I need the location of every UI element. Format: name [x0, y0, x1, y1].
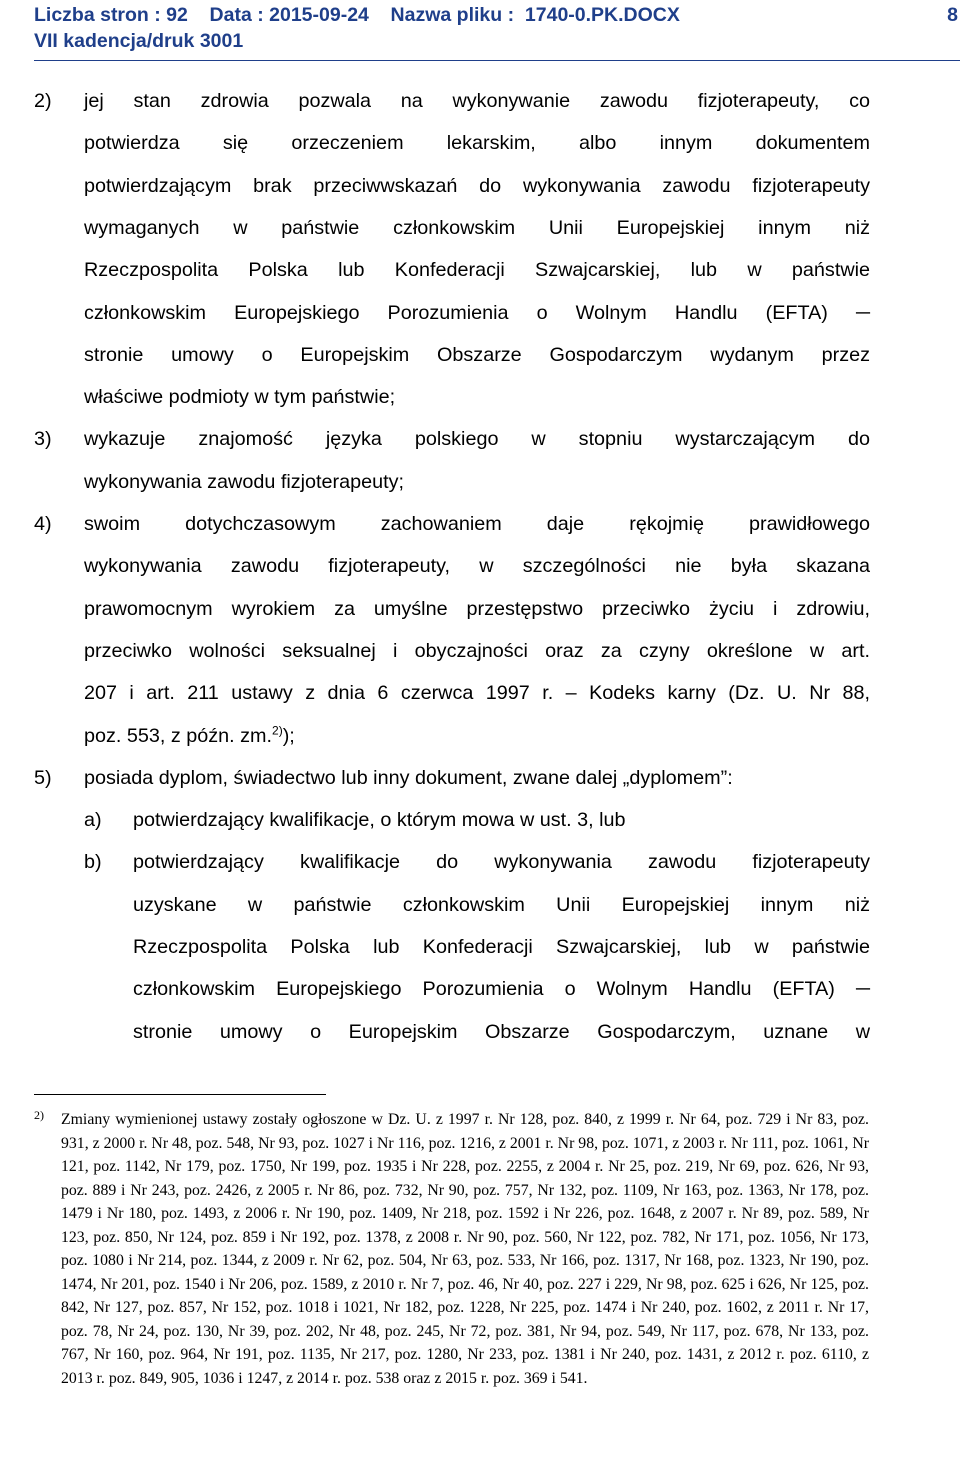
- body-line: [133, 1020, 870, 1044]
- body-line-text: Rzeczpospolita Polska lub Konfederacji Szwajcarskiej, lub w państwie: [133, 936, 870, 958]
- page-number: 8: [947, 4, 958, 26]
- body-line: [84, 427, 870, 451]
- list-number: b): [84, 851, 102, 874]
- body-line: [84, 681, 870, 705]
- body-line-text: potwierdzającym brak przeciwwskazań do wykonywania zawodu fizjoterapeuty: [84, 174, 870, 197]
- body-line-text: Rzeczpospolita Polska lub Konfederacji Szwajcarskiej, lub w państwie: [84, 259, 870, 282]
- body-line-text: właściwe podmioty w tym państwie;: [84, 386, 396, 409]
- body-line: [84, 343, 870, 367]
- body-line-text: wykonywania zawodu fizjoterapeuty;: [84, 470, 404, 493]
- body-line-text: stronie umowy o Europejskim Obszarze Gospodarczym, uznane w: [133, 1020, 870, 1043]
- body-line-text: wykonywania zawodu fizjoterapeuty, w szczególności nie była skazana: [84, 555, 870, 578]
- body-line-text: posiada dyplom, świadectwo lub inny dokument, zwane dalej „dyplomem”:: [84, 766, 733, 789]
- list-number: a): [84, 809, 102, 832]
- body-line: [84, 216, 870, 240]
- header-divider: [34, 60, 960, 61]
- body-line: [133, 977, 870, 1001]
- body-line: [84, 597, 870, 621]
- body-line-text: członkowskim Europejskiego Porozumienia o Wolnym Handlu (EFTA) ─: [133, 978, 870, 1001]
- body-line-text: wymaganych w państwie członkowskim Unii Europejskiej innym niż: [84, 216, 870, 239]
- list-number: 3): [34, 428, 52, 451]
- body-line: [133, 850, 870, 874]
- body-line: [84, 724, 295, 748]
- body-line-text: potwierdza się orzeczeniem lekarskim, albo innym dokumentem: [84, 132, 870, 155]
- body-line: [84, 766, 733, 790]
- body-line: [84, 512, 870, 536]
- footnote-reference[interactable]: 2): [272, 722, 283, 737]
- list-number: 5): [34, 766, 52, 789]
- body-line-text: prawomocnym wyrokiem za umyślne przestępstwo przeciwko życiu i zdrowiu,: [84, 597, 870, 620]
- body-line: [84, 385, 395, 409]
- header-print-number: VII kadencja/druk 3001: [34, 30, 244, 52]
- body-line-text: potwierdzający kwalifikacje do wykonywania zawodu fizjoterapeuty: [133, 851, 870, 874]
- body-line: [84, 639, 870, 663]
- body-line: [133, 935, 870, 959]
- footnote-text: Zmiany wymienionej ustawy zostały ogłoszone w Dz. U. z 1997 r. Nr 128, poz. 840, z 1999 r. Nr 64, poz. 729 i Nr 83, poz. 931, z 2000 r. Nr 48, poz. 548, Nr 93, poz. 1027 i Nr 116, poz. 1216, z 2001 r. Nr 98, poz. 1071, z 2003 r. Nr 111, poz. 1061, Nr 121, poz. 1142, Nr 179, poz. 1750, Nr 199, poz. 1935 i Nr 228, poz. 2255, z 2004 r. Nr 25, poz. 219, Nr 69, poz. 626, Nr 93, poz. 889 i Nr 243, poz. 2426, z 2005 r. Nr 86, poz. 732, Nr 90, poz. 757, Nr 132, poz. 1109, Nr 163, poz. 1363, Nr 178, poz. 1479 i Nr 180, poz. 1493, z 2006 r. Nr 190, poz. 1409, Nr 218, poz. 1592 i Nr 226, poz. 1648, z 2007 r. Nr 89, poz. 589, Nr 123, poz. 850, Nr 124, poz. 859 i Nr 192, poz. 1378, z 2008 r. Nr 90, poz. 560, Nr 122, poz. 782, Nr 171, poz. 1056, Nr 173, poz. 1080 i Nr 214, poz. 1344, z 2009 r. Nr 62, poz. 504, Nr 63, poz. 533, Nr 166, poz. 1317, Nr 168, poz. 1323, Nr 190, poz. 1474, Nr 201, poz. 1540 i Nr 206, poz. 1589, z 2010 r. Nr 7, poz. 46, Nr 40, poz. 227 i 229, Nr 98, poz. 625 i 626, Nr 125, poz. 842, Nr 127, poz. 857, Nr 152, poz. 1018 i 1021, Nr 182, poz. 1228, Nr 225, poz. 1474 i Nr 240, poz. 1602, z 2011 r. Nr 17, poz. 78, Nr 24, poz. 130, Nr 39, poz. 202, Nr 48, poz. 245, Nr 72, poz. 381, Nr 94, poz. 549, Nr 117, poz. 678, Nr 133, poz. 767, Nr 160, poz. 964, Nr 191, poz. 1135, Nr 217, poz. 1280, Nr 233, poz. 1381 i Nr 240, poz. 1431, z 2012 r. poz. 6110, z 2013 r. poz. 849, 905, 1036 i 1247, z 2014 r. poz. 538 oraz z 2015 r. poz. 369 i 541.: [61, 1111, 869, 1388]
- body-line-text: przeciwko wolności seksualnej i obyczajności oraz za czyny określone w art.: [84, 639, 870, 662]
- body-line: [133, 808, 626, 832]
- footnote-marker: 2): [34, 1108, 44, 1122]
- body-line-text: potwierdzający kwalifikacje, o którym mowa w ust. 3, lub: [133, 809, 626, 832]
- list-number: 2): [34, 90, 52, 112]
- header-file-info: Liczba stron : 92 Data : 2015-09-24 Nazwa pliku : 1740-0.PK.DOCX: [34, 4, 680, 26]
- body-line: [84, 174, 870, 198]
- footnote-divider: [34, 1094, 326, 1095]
- body-line: [84, 89, 870, 113]
- body-line-text: stronie umowy o Europejskim Obszarze Gospodarczym wydanym przez: [84, 343, 870, 366]
- body-line-tail: );: [282, 724, 295, 747]
- body-line: [133, 893, 870, 917]
- body-line-text: poz. 553, z późn. zm.: [84, 724, 273, 747]
- body-line: [84, 470, 404, 494]
- body-line-text: 207 i art. 211 ustawy z dnia 6 czerwca 1997 r. – Kodeks karny (Dz. U. Nr 88,: [84, 682, 870, 705]
- body-line-text: wykazuje znajomość języka polskiego w stopniu wystarczającym do: [84, 428, 870, 451]
- body-line-text: uzyskane w państwie członkowskim Unii Europejskiej innym niż: [133, 893, 870, 916]
- body-line: [84, 258, 870, 282]
- body-line-text: członkowskim Europejskiego Porozumienia o Wolnym Handlu (EFTA) ─: [84, 301, 870, 324]
- body-line: [84, 301, 870, 325]
- list-number: 4): [34, 513, 52, 535]
- body-line: [84, 554, 870, 578]
- body-line-text: swoim dotychczasowym zachowaniem daje rękojmię prawidłowego: [84, 513, 870, 535]
- body-line: [84, 131, 870, 155]
- body-line-text: jej stan zdrowia pozwala na wykonywanie zawodu fizjoterapeuty, co: [84, 90, 870, 112]
- document-header: [34, 0, 960, 64]
